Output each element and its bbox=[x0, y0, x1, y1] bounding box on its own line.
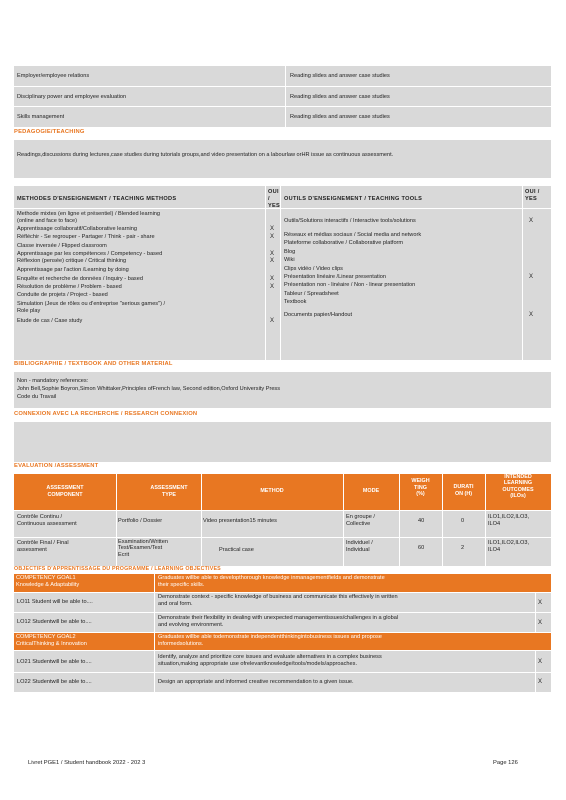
activity-cell: Reading slides and answer case studies bbox=[290, 94, 390, 100]
eval-col-duration: DURATI ON (H) bbox=[453, 484, 474, 497]
footer-page-number: Page 126 bbox=[493, 760, 518, 766]
activity-cell: Reading slides and answer case studies bbox=[290, 73, 390, 79]
teaching-method-mark: X bbox=[270, 284, 275, 290]
eval-weighting: 40 bbox=[418, 518, 425, 524]
methods-header: METHODES D'ENSEIGNEMENT / TEACHING METHODS bbox=[17, 196, 177, 202]
teaching-tool-item: Réseaux et médias sociaux / Social media and network bbox=[284, 232, 422, 238]
eval-outcomes: ILO1,ILO2,ILO3, ILO4 bbox=[488, 540, 530, 554]
competency-goal-2-description: Graduates willbe able todemonstrate independentthinkingintobusiness issues and propose informedsolutions. bbox=[158, 634, 382, 648]
teaching-method-item: Methode mixtes (en ligne et présentiel) / Blended learning (online and face to face) bbox=[17, 211, 161, 224]
eval-col-method: METHOD bbox=[260, 488, 284, 494]
teaching-tool-item: Présentation linéaire /Linear presentation bbox=[284, 274, 386, 280]
eval-type: Portfolio / Dossier bbox=[118, 518, 163, 524]
learning-objective-text: Demonstrate context - specific knowledge of business and communicate this effectively in written and oral form. bbox=[158, 594, 398, 608]
tools-header: OUTILS D'ENSEIGNEMENT / TEACHING TOOLS bbox=[284, 196, 423, 202]
teaching-method-item: Etude de cas / Case study bbox=[17, 318, 83, 324]
teaching-tool-item: Clips vidéo / Video clips bbox=[284, 266, 343, 272]
topic-cell: Skills management bbox=[17, 114, 65, 120]
top-topics-table bbox=[14, 66, 551, 127]
activity-cell: Reading slides and answer case studies bbox=[290, 114, 390, 120]
learning-objective-mark: X bbox=[538, 600, 543, 606]
eval-method: Practical case bbox=[219, 547, 254, 553]
connexion-box bbox=[14, 422, 551, 462]
eval-component: Contrôle Final / Final assessment bbox=[17, 540, 69, 554]
eval-col-type: ASSESSMENT TYPE bbox=[150, 485, 188, 498]
competency-goal-1: COMPETENCY GOAL1 Knowledge & Adaptability bbox=[16, 575, 80, 589]
learning-objective-text: Demonstrate their flexibility in dealing with unexpected managementissues/challenges in a global and evolving environment. bbox=[158, 615, 399, 629]
bibliographie-box bbox=[14, 372, 551, 408]
teaching-method-item: Réfléchir - Se regrouper - Partager / Think - pair - share bbox=[17, 234, 155, 240]
eval-weighting: 60 bbox=[418, 545, 425, 551]
bibliography-line: Non - mandatory references: bbox=[17, 378, 89, 384]
teaching-method-item: Simulation (Jeux de rôles ou d'entreprise "serious games") / Role play bbox=[17, 301, 166, 314]
teaching-method-mark: X bbox=[270, 318, 275, 324]
methods-yes-header: OUI / YES bbox=[268, 189, 281, 209]
eval-mode: En groupe / Collective bbox=[346, 514, 375, 527]
teaching-method-item: Apprentissage par les compétences / Competency - based bbox=[17, 251, 163, 257]
teaching-tool-item: Wiki bbox=[284, 257, 295, 263]
eval-outcomes: ILO1,ILO2,ILO3, ILO4 bbox=[488, 514, 530, 527]
teaching-tool-item: Outils/Solutions interactifs / Interactive tools/solutions bbox=[284, 218, 416, 224]
learning-objective-code: LO12 Studentwill be able to.... bbox=[17, 619, 92, 625]
teaching-method-mark: X bbox=[270, 234, 275, 240]
teaching-tool-item: Documents papier/Handout bbox=[284, 312, 353, 318]
topic-cell: Employer/employee relations bbox=[17, 73, 90, 79]
topic-cell: Disciplinary power and employee evaluation bbox=[17, 94, 127, 100]
tools-yes-header: OUI / YES bbox=[525, 189, 540, 202]
teaching-tool-mark: X bbox=[529, 274, 534, 280]
learning-objective-text: Design an appropriate and informed creative recommendation to a given issue. bbox=[158, 679, 354, 685]
bibliographie-heading: BIBLIOGRAPHIE / TEXTBOOK AND OTHER MATERIAL bbox=[14, 361, 173, 367]
teaching-tool-item: Textbook bbox=[284, 299, 307, 305]
evaluation-table bbox=[14, 474, 551, 566]
learning-objective-text: Identify, analyze and prioritize core issues and evaluate alternatives in a complex business situation,making appropriate use ofrelevantknowledge/tools/models/approaches. bbox=[158, 654, 382, 668]
learning-objective-code: LO21 Studentwill be able to.... bbox=[17, 659, 92, 665]
teaching-method-item: Apprentissage collaboratif/Collaborative learning bbox=[17, 226, 138, 232]
objectives-table bbox=[14, 574, 551, 692]
pedagogie-text: Readings,discussions during lectures,case studies during tutorials groups,and video presentation on a labourlaw orHR issue as continuous assessment. bbox=[17, 152, 394, 158]
teaching-tool-item: Plateforme collaborative / Collaborative platform bbox=[284, 240, 404, 246]
pedagogie-heading: PEDAGOGIE/TEACHING bbox=[14, 129, 85, 135]
teaching-tool-mark: X bbox=[529, 312, 534, 318]
eval-duration: 0 bbox=[461, 518, 465, 524]
teaching-method-item: Conduite de projets / Project - based bbox=[17, 292, 108, 298]
teaching-tool-item: Présentation non - linéaire / Non - linear presentation bbox=[284, 282, 416, 288]
learning-objective-mark: X bbox=[538, 620, 543, 626]
eval-mode: Individuel / Individual bbox=[346, 540, 373, 554]
eval-method: Video presentation15 minutes bbox=[203, 518, 277, 524]
bibliography-line: Code du Travail bbox=[17, 394, 57, 400]
teaching-method-mark: X bbox=[270, 226, 275, 232]
learning-objective-code: LO11 Student will be able to.... bbox=[17, 599, 93, 605]
eval-col-outcomes: INTENDED LEARNING OUTCOMES (ILOs) bbox=[502, 474, 534, 500]
teaching-method-mark: X bbox=[270, 251, 275, 257]
teaching-method-item: Apprentissage par l'action /Learning by doing bbox=[17, 267, 129, 273]
eval-duration: 2 bbox=[461, 545, 465, 551]
connexion-heading: CONNEXION AVEC LA RECHERCHE / RESEARCH CONNEXION bbox=[14, 411, 198, 417]
teaching-method-item: Classe inversée / Flipped classroom bbox=[17, 243, 107, 249]
teaching-tool-item: Tableur / Spreadsheet bbox=[284, 291, 339, 297]
teaching-method-mark: X bbox=[270, 276, 275, 282]
eval-component: Contrôle Continu / Continuous assessment bbox=[17, 514, 77, 527]
eval-col-component: ASSESSMENT COMPONENT bbox=[46, 485, 84, 498]
eval-col-mode: MODE bbox=[362, 488, 380, 494]
learning-objective-mark: X bbox=[538, 659, 543, 665]
footer-handbook: Livret PGE1 / Student handbook 2022 - 202 3 bbox=[28, 760, 146, 766]
teaching-tool-mark: X bbox=[529, 218, 534, 224]
evaluation-heading: EVALUATION /ASSESSMENT bbox=[14, 463, 99, 469]
competency-goal-1-description: Graduates willbe able to developthorough knowledge inmanagementfields and demonstrate their specific skills. bbox=[158, 575, 385, 589]
teaching-method-mark: X bbox=[270, 258, 275, 264]
teaching-tool-item: Blog bbox=[284, 249, 296, 255]
eval-type: Examination/Written Test/Examen/Test Ecrit bbox=[118, 539, 168, 558]
teaching-method-item: Enquête et recherche de données / Inquiry - based bbox=[17, 276, 143, 282]
learning-objective-mark: X bbox=[538, 679, 543, 685]
eval-col-weighting: WEIGH TING (%) bbox=[411, 478, 430, 498]
objectives-heading: OBJECTIFS D'APPRENTISSAGE DU PROGRAMME / LEARNING OBJECTIVES bbox=[14, 566, 221, 572]
teaching-method-item: Résolution de problème / Problem - based bbox=[17, 284, 122, 290]
methods-table bbox=[14, 186, 551, 360]
teaching-method-item: Réflexion (pensée) critique / Critical thinking bbox=[17, 258, 127, 264]
bibliography-line: John Bell,Sophie Boyron,Simon Whittaker,Principles ofFrench law, Second edition,Oxford University Press bbox=[17, 386, 281, 392]
competency-goal-2: COMPETENCY GOAL2 CriticalThinking & Innovation bbox=[16, 634, 87, 648]
learning-objective-code: LO22 Studentwill be able to.... bbox=[17, 679, 92, 685]
pedagogie-box bbox=[14, 140, 551, 178]
